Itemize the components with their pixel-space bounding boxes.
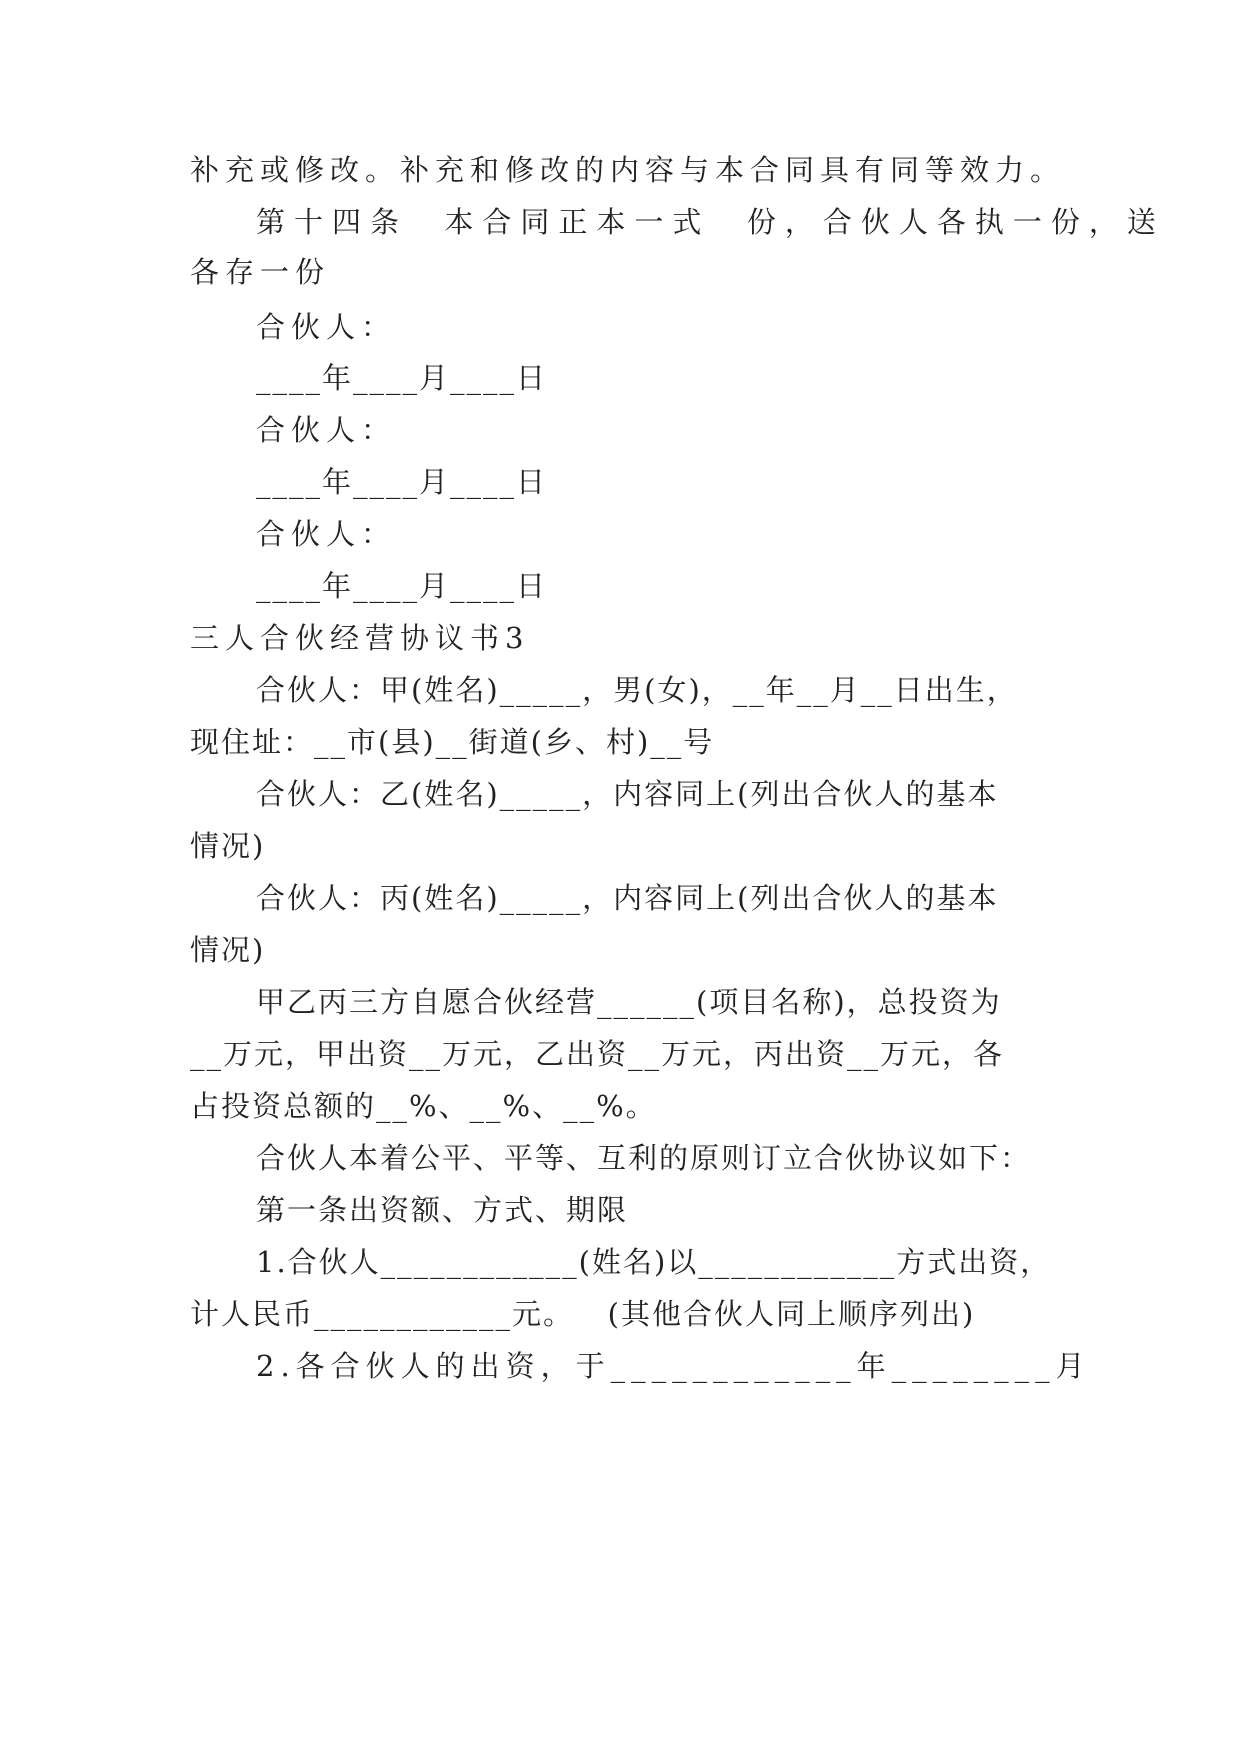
partner-a-address: 现住址：__市(县)__街道(乡、村)__号	[190, 725, 715, 759]
partner-b-line: 合伙人：乙(姓名)_____，内容同上(列出合伙人的基本	[256, 777, 999, 811]
partner-signature-label-2: 合伙人：	[256, 413, 397, 447]
clause-1-line-2: 计人民币____________元。 (其他合伙人同上顺序列出)	[190, 1297, 976, 1331]
partner-b-line-cont: 情况)	[190, 829, 266, 863]
investment-line-3: 占投资总额的__%、__%、__%。	[190, 1089, 657, 1123]
signature-date-1: ____年____月____日	[256, 361, 548, 395]
signature-date-2: ____年____月____日	[256, 465, 548, 499]
investment-line-2: __万元，甲出资__万元，乙出资__万元，丙出资__万元，各	[190, 1037, 1005, 1071]
partner-a-line: 合伙人：甲(姓名)_____，男(女)，__年__月__日出生，	[256, 673, 1018, 707]
investment-line-1: 甲乙丙三方自愿合伙经营______(项目名称)，总投资为	[256, 985, 1002, 1019]
partner-c-line: 合伙人：丙(姓名)_____，内容同上(列出合伙人的基本	[256, 881, 999, 915]
partner-signature-label-3: 合伙人：	[256, 517, 397, 551]
section-title: 三人合伙经营协议书3	[190, 621, 530, 655]
signature-date-3: ____年____月____日	[256, 569, 548, 603]
article-1-title: 第一条出资额、方式、期限	[256, 1193, 629, 1227]
article-14-line: 第十四条 本合同正本一式 份，合伙人各执一份，送	[256, 205, 1165, 239]
clause-1-line-1: 1.合伙人____________(姓名)以____________方式出资，	[256, 1245, 1052, 1279]
text-line-1: 补充或修改。补充和修改的内容与本合同具有同等效力。	[190, 153, 1066, 187]
partner-signature-label-1: 合伙人：	[256, 310, 397, 344]
text-line-3: 各存一份	[190, 255, 331, 289]
principle-line: 合伙人本着公平、平等、互利的原则订立合伙协议如下：	[256, 1141, 1032, 1175]
partner-c-line-cont: 情况)	[190, 933, 266, 967]
clause-2-line-1: 2.各合伙人的出资，于____________年________月	[256, 1349, 1091, 1383]
